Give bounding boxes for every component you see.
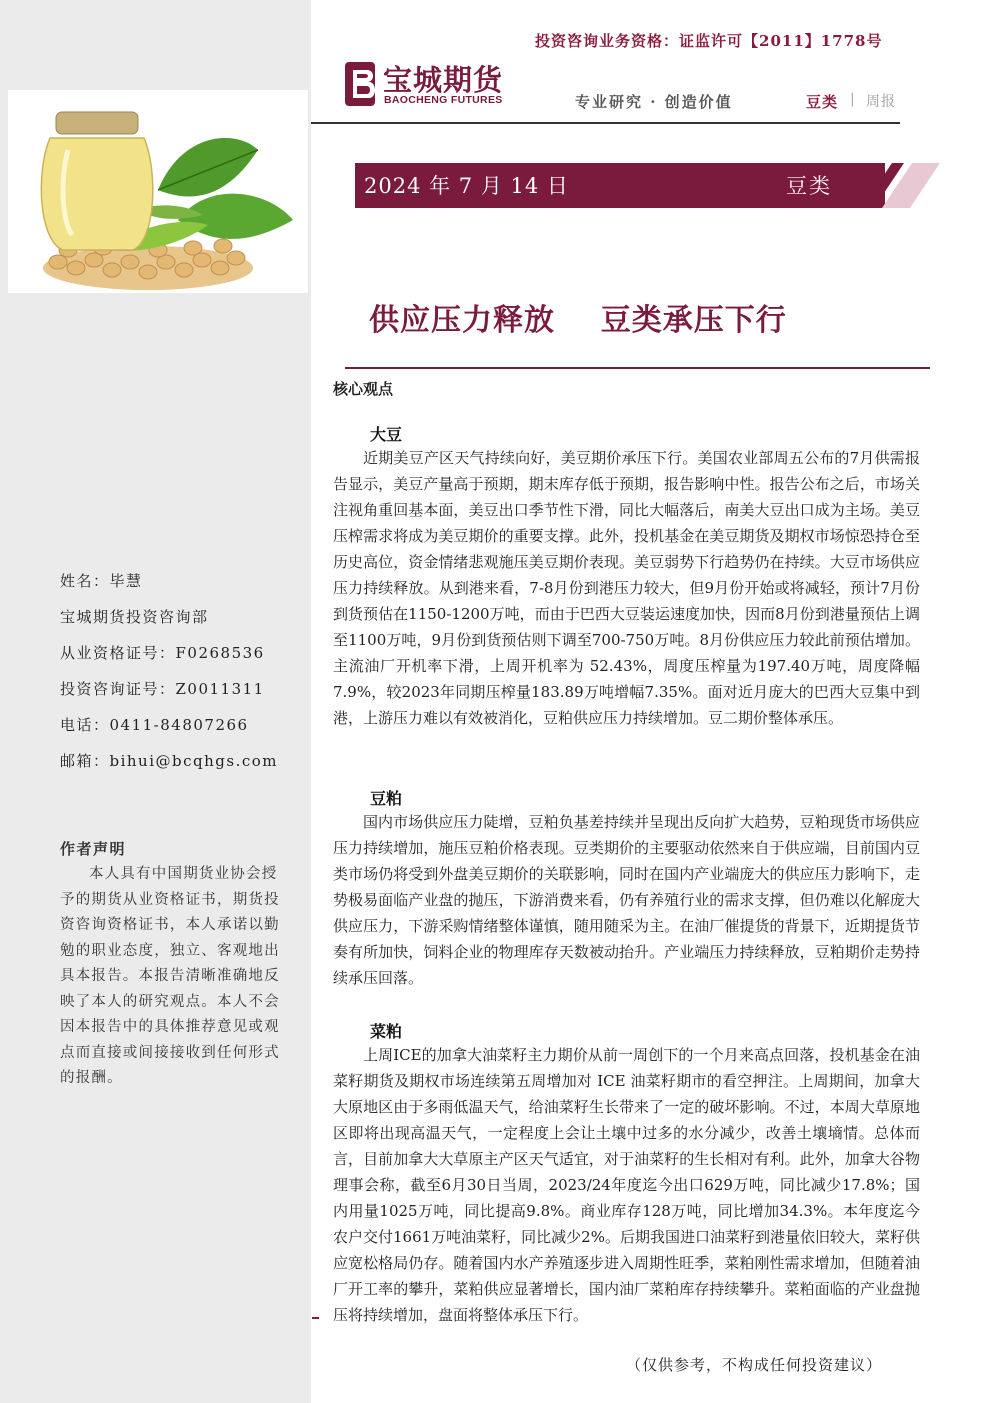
author-email[interactable]: 邮箱：bihui@bcqhgs.com [60,752,279,770]
report-type-tag: 周报 [866,94,896,110]
report-date: 2024 年 7 月 14 日 [364,174,569,198]
author-department: 宝城期货投资咨询部 [60,608,209,626]
author-phone: 电话：0411-84807266 [60,716,249,734]
slogan: 专业研究 · 创造价值 [575,93,733,111]
report-title: 供应压力释放 豆类承压下行 [369,303,787,338]
section-text-soybean: 近期美豆产区天气持续向好，美豆期价承压下行。美国农业部周五公布的7月供需报告显示，美豆产量高于预期，期末库存低于预期，报告影响中性。报告公布之后，市场关注视角重回基本面，美豆出口季节性下滑，同比大幅落后，南美大豆出口成为主场。美豆压榨需求将成为美豆期价的重要支撑。此外，投机基金在美豆期货及期权市场惊恐持仓至历史高位，资金情绪悲观施压美豆期价表现。美豆弱势下行趋势仍在持续。大豆市场供应压力持续释放。从到港来看，7-8月份到港压力较大，但9月份开始或将减轻，预计7月份到货预估在1150-1200万吨，而由于巴西大豆装运速度加快，因而8月份到港量预估上调至1100万吨，9月份到货预估则下调至700-750万吨。8月份供应压力较此前预估增加。主流油厂开机率下滑，上周开机率为 52.43%，周度压榨量为197.40万吨，周度降幅7.9%，较2023年同期压榨量183.89万吨增幅7.35%。面对近月庞大的巴西大豆集中到港，上游压力难以有效被消化，豆粕供应压力持续增加。豆二期价整体承压。 [333,449,920,727]
section-heading-soymeal: 豆粕 [370,789,403,808]
disclaimer-footnote: （仅供参考，不构成任何投资建议） [626,1356,883,1374]
declaration-body: 本人具有中国期货业协会授予的期货从业资格证书，期货投资咨询资格证书，本人承诺以勤勉的职业态度，独立、客观地出具本报告。本报告清晰准确地反映了本人的研究观点。本人不会因本报告中的具体推荐意见或观点而直接或间接接收到任何形式的报酬。 [60,866,280,1086]
header-divider [311,122,900,124]
section-heading-rapeseed-meal: 菜粕 [370,1022,403,1041]
qualification-license: 投资咨询业务资格：证监许可【2011】1778号 [535,32,883,50]
declaration-title: 作者声明 [60,840,127,858]
section-heading-soybean: 大豆 [370,425,403,444]
company-logo [343,58,513,114]
section-text-soymeal: 国内市场供应压力陡增，豆粕负基差持续并呈现出反向扩大趋势，豆粕现货市场供应压力持续增加，施压豆粕价格表现。豆类期价的主要驱动依然来自于供应端，目前国内豆类市场仍将受到外盘美豆期价的关联影响，同时在国内产业端庞大的供应压力影响下，走势极易面临产业盘的抛压，下游消费来看，仍有养殖行业的需求支撑，但仍难以化解庞大供应压力，下游采购情绪整体谨慎，随用随采为主。在油厂催提货的背景下，近期提货节奏有所加快，饲料企业的物理库存天数被动抬升。产业端压力持续释放，豆粕期价走势持续承压回落。 [333,813,920,987]
banner-stripes-icon [840,163,950,208]
category-tag: 豆类 [806,93,839,111]
tag-separator: | [850,91,855,107]
logo-text-en: BAOCHENG FUTURES [384,94,503,106]
author-name: 姓名：毕慧 [60,572,143,590]
logo-mark-icon [343,60,383,110]
title-divider [345,367,930,369]
core-views-heading: 核心观点 [333,380,394,398]
soybean-oil-photo [8,90,308,293]
margin-mark [312,1317,319,1319]
author-consulting-no: 投资咨询证号：Z0011311 [60,680,265,698]
banner-category: 豆类 [786,174,832,198]
author-info [60,568,278,784]
logo-text-cn: 宝城期货 [383,65,504,97]
section-text-rapeseed-meal: 上周ICE的加拿大油菜籽主力期价从前一周创下的一个月来高点回落，投机基金在油菜籽期货及期权市场连续第五周增加对 ICE 油菜籽期市的看空押注。上周期间，加拿大大原地区由于多雨低温天气，给油菜籽生长带来了一定的破坏影响。不过，本周大草原地区即将出现高温天气，一定程度上会让土壤中过多的水分减少，改善土壤墒情。总体而言，目前加拿大大草原主产区天气适宜，对于油菜籽的生长相对有利。此外，加拿大谷物理事会称，截至6月30日当周，2023/24年度迄今出口629万吨，同比减少17.8%；国内用量1025万吨，同比提高9.8%。商业库存128万吨，同比增加34.3%。本年度迄今农户交付1661万吨油菜籽，同比减少2%。后期我国进口油菜籽到港量依旧较大，菜籽供应宽松格局仍存。随着国内水产养殖逐步进入周期性旺季，菜粕刚性需求增加，但随着油厂开工率的攀升，菜粕供应显著增长，国内油厂菜粕库存持续攀升。菜粕面临的产业盘抛压将持续增加，盘面将整体承压下行。 [333,1046,920,1324]
author-qualification-no: 从业资格证号：F0268536 [60,644,265,662]
sidebar [0,0,311,1403]
